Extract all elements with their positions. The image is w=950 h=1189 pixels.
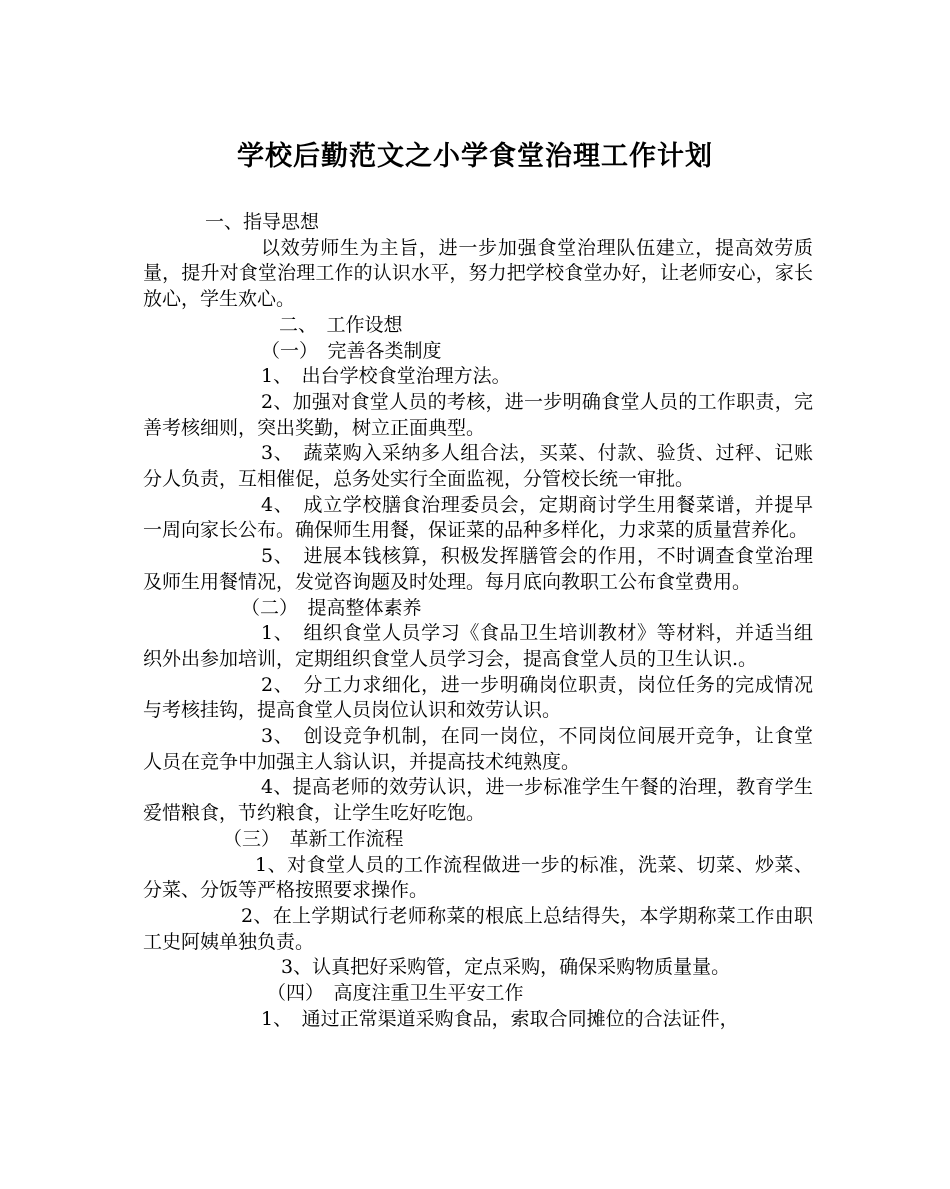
list-item: 2、加强对食堂人员的考核，进一步明确食堂人员的工作职责，完善考核细则，突出奖勤，树立正面典型。: [143, 390, 813, 439]
heading-guiding-thought: 一、指导思想: [205, 211, 320, 233]
subheading-quality: （二） 提高整体素养: [241, 596, 422, 619]
document-body: [143, 210, 813, 1033]
paragraph-guiding-thought: 以效劳师生为主旨，进一步加强食堂治理队伍建立，提高效劳质量，提升对食堂治理工作的认识水平，努力把学校食堂办好，让老师安心，家长放心，学生欢心。: [143, 236, 813, 311]
list-item: 3、认真把好采购管，定点采购，确保采购物质量量。: [281, 956, 731, 979]
list-item: 4、 成立学校膳食治理委员会，定期商讨学生用餐菜谱，并提早一周向家长公布。确保师生用餐，保证菜的品种多样化，力求菜的质量营养化。: [143, 493, 813, 542]
subheading-rules: （一） 完善各类制度: [261, 339, 442, 362]
list-item: 1、 出台学校食堂治理方法。: [261, 365, 511, 388]
list-item: 1、对食堂人员的工作流程做进一步的标准，洗菜、切菜、炒菜、分菜、分饭等严格按照要求操作。: [143, 853, 813, 902]
document-title: 学校后勤范文之小学食堂治理工作计划: [237, 141, 713, 172]
list-item: 4、提高老师的效劳认识，进一步标准学生午餐的治理，教育学生爱惜粮食，节约粮食，让学生吃好吃饱。: [143, 776, 813, 825]
list-item: 1、 通过正常渠道采购食品，索取合同摊位的合法证件，: [261, 1007, 739, 1030]
list-item: 1、 组织食堂人员学习《食品卫生培训教材》等材料，并适当组织外出参加培训，定期组织食堂人员学习会，提高食堂人员的卫生认识.。: [143, 622, 813, 670]
heading-work-plan: 二、 工作设想: [279, 313, 403, 336]
list-item: 5、 进展本钱核算，积极发挥膳管会的作用，不时调查食堂治理及师生用餐情况，发觉咨询题及时处理。每月底向教职工公布食堂费用。: [143, 545, 813, 593]
list-item: 3、 蔬菜购入采纳多人组合法，买菜、付款、验货、过秤、记账分人负责，互相催促，总务处实行全面监视，分管校长统一审批。: [143, 442, 813, 491]
list-item: 2、 分工力求细化，进一步明确岗位职责，岗位任务的完成情况与考核挂钩，提高食堂人员岗位认识和效劳认识。: [143, 673, 813, 722]
list-item: 3、 创设竞争机制，在同一岗位，不同岗位间展开竞争，让食堂人员在竞争中加强主人翁认识，并提高技术纯熟度。: [143, 725, 813, 773]
list-item: 2、在上学期试行老师称菜的根底上总结得失，本学期称菜工作由职工史阿姨单独负责。: [143, 904, 813, 953]
subheading-workflow: （三） 革新工作流程: [223, 827, 404, 850]
subheading-hygiene-safety: （四） 高度注重卫生平安工作: [267, 982, 524, 1005]
